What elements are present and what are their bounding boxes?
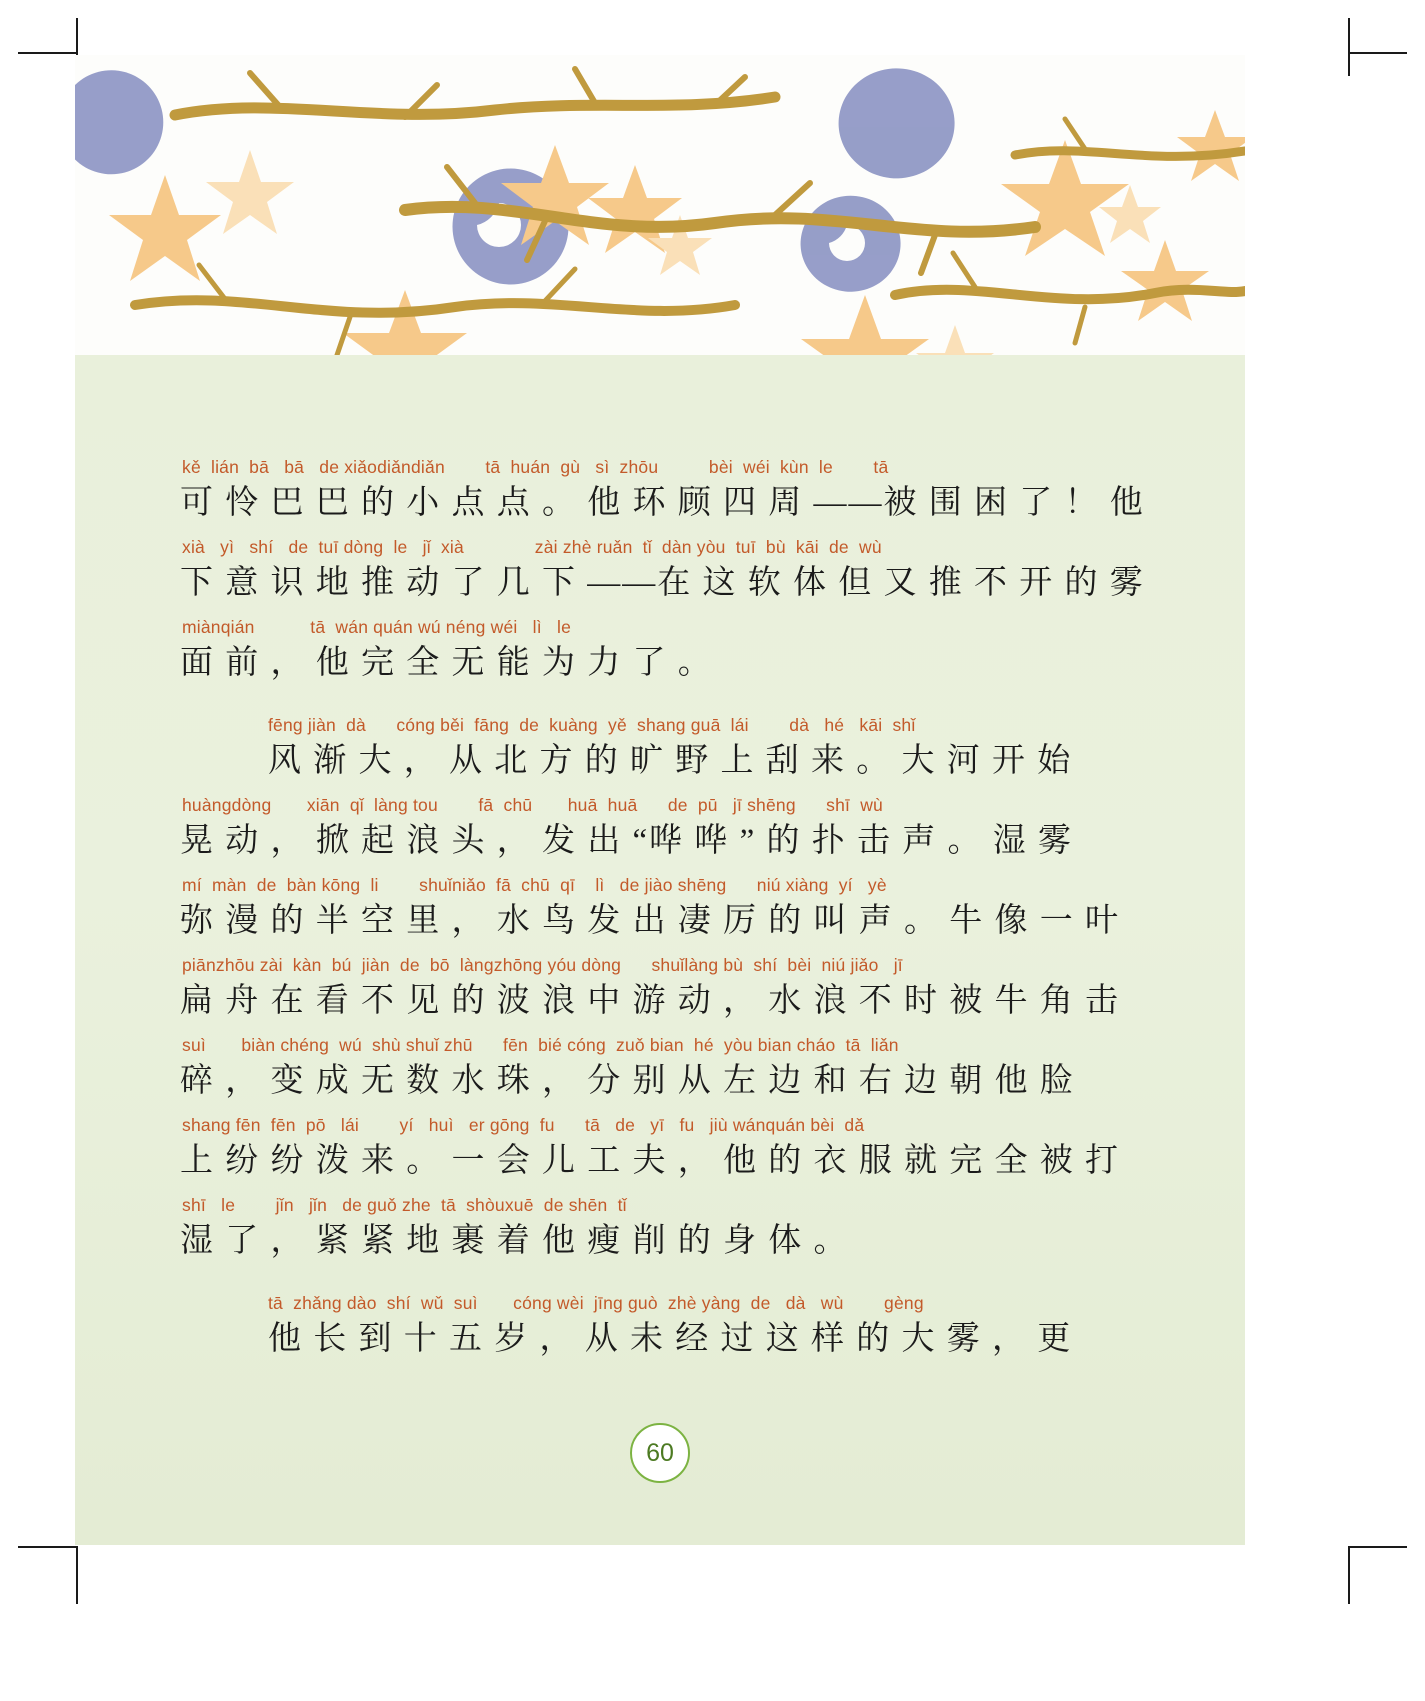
text-line: [180, 455, 1145, 527]
hanzi-row: 碎 ， 变 成 无 数 水 珠 ， 分 别 从 左 边 和 右 边 朝 他 脸: [180, 1063, 1075, 1099]
pinyin-row: suì biàn chéng wú shù shuǐ zhū fēn bié cóng zuǒ bian hé yòu bian cháo tā liǎn: [182, 1035, 899, 1055]
lesson-text-panel: [75, 355, 1245, 1545]
text-line: [180, 1033, 1140, 1105]
pinyin-row: mí màn de bàn kōng li shuǐniǎo fā chū qī lì de jiào shēng niú xiàng yí yè: [182, 875, 887, 895]
hanzi-row: 面 前 ， 他 完 全 无 能 为 力 了 。: [180, 645, 713, 681]
paragraph-gap: [180, 1273, 1140, 1291]
pinyin-row: tā zhǎng dào shí wǔ suì cóng wèi jīng guò zhè yàng de dà wù gèng: [268, 1293, 924, 1313]
crop-mark-top-left-h: [18, 52, 76, 54]
text-lines: [180, 455, 1145, 1371]
pinyin-row: piānzhōu zài kàn bú jiàn de bō làngzhōng yóu dòng shuǐlàng bù shí bèi niú jiǎo jī: [182, 955, 903, 975]
twigs-stars-moons-icon: [75, 55, 1245, 355]
hanzi-row: 可 怜 巴 巴 的 小 点 点 。 他 环 顾 四 周 ——被 围 困 了 ！ 他: [180, 485, 1145, 521]
text-line: [180, 615, 1140, 687]
hanzi-row: 下 意 识 地 推 动 了 几 下 ——在 这 软 体 但 又 推 不 开 的 雾: [180, 565, 1145, 601]
pinyin-row: shang fēn fēn pō lái yí huì er gōng fu tā de yī fu jiù wánquán bèi dǎ: [182, 1115, 865, 1135]
hanzi-row: 湿 了 ， 紧 紧 地 裹 着 他 瘦 削 的 身 体 。: [180, 1223, 849, 1259]
paragraph-gap: [180, 695, 1140, 713]
crop-mark-bottom-right-v: [1348, 1546, 1350, 1604]
textbook-page: [75, 55, 1245, 1545]
hanzi-row: 上 纷 纷 泼 来 。 一 会 儿 工 夫 ， 他 的 衣 服 就 完 全 被 打: [180, 1143, 1120, 1179]
crop-mark-top-right-h: [1349, 52, 1407, 54]
pinyin-row: shī le jǐn jǐn de guǒ zhe tā shòuxuē de shēn tǐ: [182, 1195, 627, 1215]
text-line: [180, 1113, 1140, 1185]
hanzi-row: 弥 漫 的 半 空 里 ， 水 鸟 发 出 凄 厉 的 叫 声 。 牛 像 一 叶: [180, 903, 1120, 939]
crop-mark-bottom-left-h: [18, 1546, 76, 1548]
header-illustration: [75, 55, 1245, 355]
hanzi-row: 晃 动 ， 掀 起 浪 头 ， 发 出 “哗 哗 ” 的 扑 击 声 。 湿 雾: [180, 823, 1074, 859]
text-line: [180, 713, 1140, 785]
pinyin-row: huàngdòng xiān qǐ làng tou fā chū huā huā de pū jī shēng shī wù: [182, 795, 883, 815]
page-number: 60: [630, 1423, 690, 1483]
hanzi-row: 扁 舟 在 看 不 见 的 波 浪 中 游 动 ， 水 浪 不 时 被 牛 角 击: [180, 983, 1120, 1019]
crop-mark-bottom-left-v: [76, 1546, 78, 1604]
text-line: [180, 953, 1140, 1025]
text-line: [180, 793, 1140, 865]
crop-mark-bottom-right-h: [1349, 1546, 1407, 1548]
text-line: [180, 1193, 1140, 1265]
text-line: [180, 535, 1145, 607]
text-line: [180, 1291, 1140, 1363]
hanzi-row: 风 渐 大 ， 从 北 方 的 旷 野 上 刮 来 。 大 河 开 始: [268, 743, 1073, 779]
pinyin-row: miànqián tā wán quán wú néng wéi lì le: [182, 617, 572, 637]
pinyin-row: xià yì shí de tuī dòng le jǐ xià zài zhè ruǎn tǐ dàn yòu tuī bù kāi de wù: [182, 537, 882, 557]
text-line: [180, 873, 1140, 945]
pinyin-row: kě lián bā bā de xiǎodiǎndiǎn tā huán gù sì zhōu bèi wéi kùn le tā: [182, 457, 889, 477]
pinyin-row: fēng jiàn dà cóng běi fāng de kuàng yě shang guā lái dà hé kāi shǐ: [268, 715, 916, 735]
hanzi-row: 他 长 到 十 五 岁 ， 从 未 经 过 这 样 的 大 雾 ， 更: [268, 1321, 1073, 1357]
crop-mark-top-right-v: [1348, 18, 1350, 76]
